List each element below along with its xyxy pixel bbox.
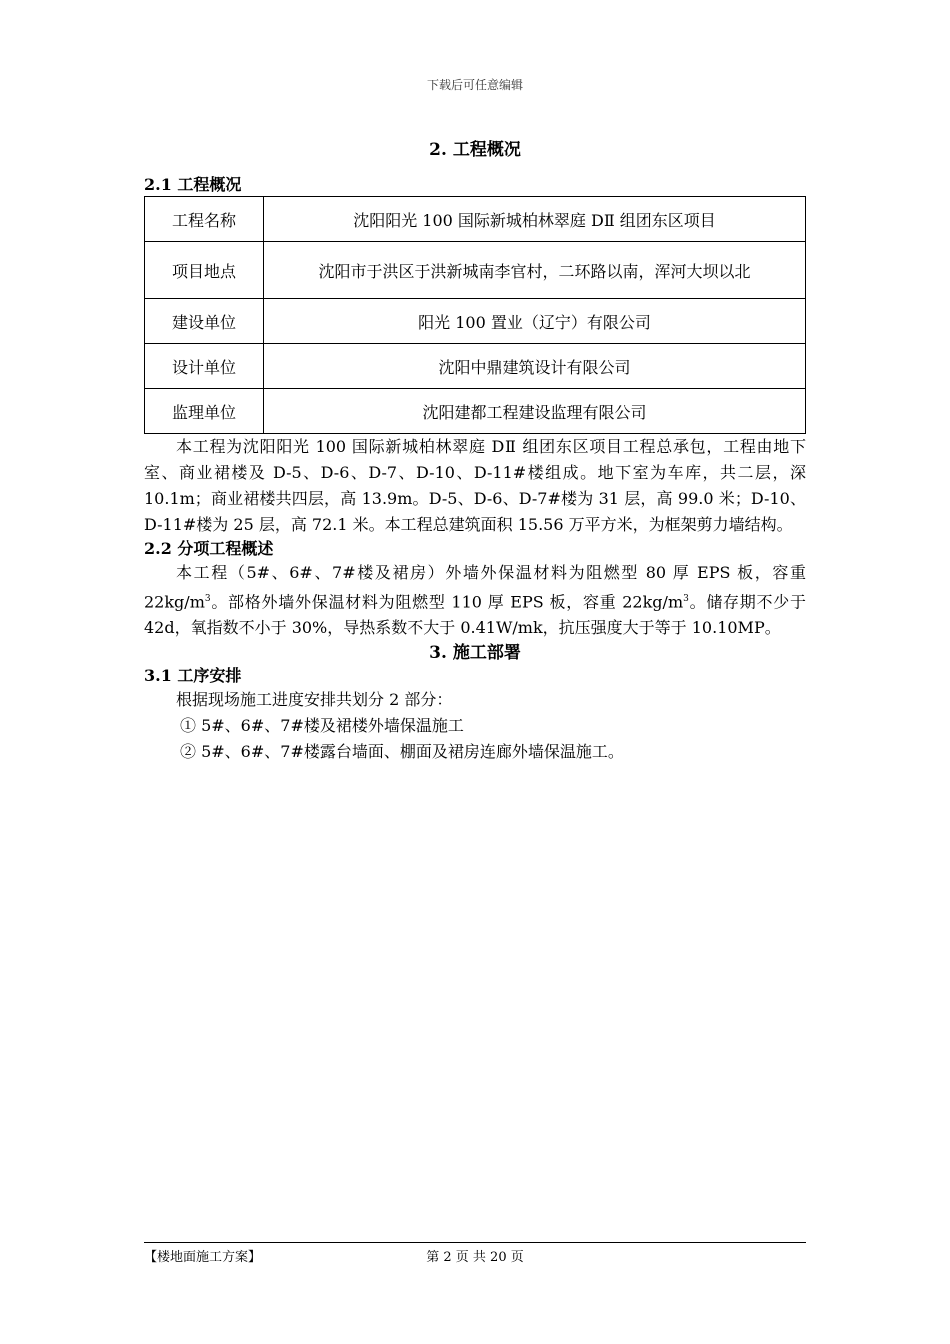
section-2-1-title: 2.1 工程概况 (144, 175, 242, 194)
section-3-title: 3. 施工部署 (429, 643, 521, 664)
table-value: 沈阳中鼎建筑设计有限公司 (264, 344, 806, 389)
table-label: 监理单位 (145, 389, 264, 434)
footer-page-number: 第 2 页 共 20 页 (426, 1250, 524, 1265)
table-label: 建设单位 (145, 299, 264, 344)
table-value: 沈阳建都工程建设监理有限公司 (264, 389, 806, 434)
process-intro: 根据现场施工进度安排共划分 2 部分： (176, 690, 453, 710)
document-body (144, 138, 806, 765)
project-info-table (144, 196, 806, 434)
page-footer (144, 1242, 806, 1266)
table-value: 沈阳市于洪区于洪新城南李官村，二环路以南，浑河大坝以北 (264, 242, 806, 299)
project-overview-paragraph: 本工程为沈阳阳光 100 国际新城柏林翠庭 DⅡ 组团东区项目工程总承包，工程由地下室、商业裙楼及 D-5、D-6、D-7、D-10、D-11#楼组成。地下室为车库，共二层，深 10.1m；商业裙楼共四层，高 13.9m。D-5、D-6、D-7#楼为 31 层，高 99.0 米；D-10、D-11#楼为 25 层，高 72.1 米。本工程总建筑面积 15.56 万平方米，为框架剪力墙结构。 (144, 437, 806, 534)
list-item: ① 5#、6#、7#楼及裙楼外墙保温施工 (180, 716, 464, 736)
table-row (145, 344, 806, 389)
table-row (145, 389, 806, 434)
subproject-paragraph (144, 560, 806, 641)
table-label: 项目地点 (145, 242, 264, 299)
table-value: 沈阳阳光 100 国际新城柏林翠庭 DⅡ 组团东区项目 (264, 197, 806, 242)
subproject-text-b: 。部格外墙外保温材料为阻燃型 110 厚 EPS 板，容重 22kg/m (210, 592, 684, 612)
superscript-3: 3 (204, 594, 211, 604)
table-row (145, 299, 806, 344)
section-2-2-title: 2.2 分项工程概述 (144, 539, 274, 558)
list-item: ② 5#、6#、7#楼露台墙面、棚面及裙房连廊外墙保温施工。 (180, 742, 624, 762)
superscript-3: 3 (683, 594, 689, 604)
subproject-text-a: 本工程（5#、6#、7#楼及裙房）外墙外保温材料为阻燃型 80 厚 EPS 板，容重 22kg/m (144, 563, 806, 612)
table-value: 阳光 100 置业（辽宁）有限公司 (264, 299, 806, 344)
footer-doc-title: 【楼地面施工方案】 (144, 1250, 262, 1265)
table-row (145, 242, 806, 299)
table-label: 工程名称 (145, 197, 264, 242)
page-header-note: 下载后可任意编辑 (426, 78, 523, 92)
table-row (145, 197, 806, 242)
table-label: 设计单位 (145, 344, 264, 389)
subproject-text-c: 。储存期不少于 42d，氧指数不小于 30%，导热系数不大于 0.41W/mk，抗压强度大于等于 10.10MP。 (144, 592, 806, 638)
section-3-1-title: 3.1 工序安排 (144, 666, 242, 686)
section-2-title: 2. 工程概况 (429, 140, 521, 160)
